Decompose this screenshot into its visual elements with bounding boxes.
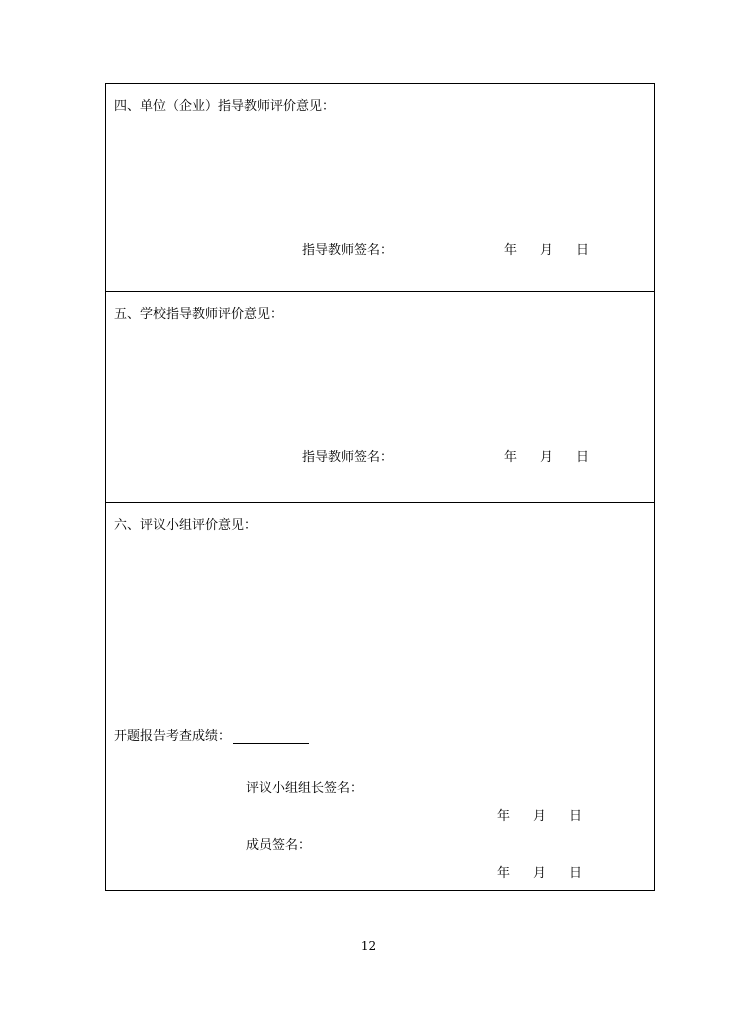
advisor-signature-label: 指导教师签名： bbox=[302, 243, 394, 258]
advisor-signature-label: 指导教师签名： bbox=[302, 450, 394, 465]
date-month-label: 月 bbox=[533, 866, 547, 881]
date-year-label: 年 bbox=[504, 450, 518, 465]
date-month-label: 月 bbox=[533, 809, 547, 824]
section-school-advisor bbox=[106, 292, 654, 503]
evaluation-form-table bbox=[105, 83, 655, 891]
date-year-label: 年 bbox=[497, 866, 511, 881]
section-enterprise-advisor bbox=[106, 84, 654, 292]
date-year-label: 年 bbox=[497, 809, 511, 824]
date-month-label: 月 bbox=[540, 450, 554, 465]
page-number: 12 bbox=[360, 939, 377, 953]
section-heading: 四、单位（企业）指导教师评价意见： bbox=[114, 99, 336, 114]
grade-blank-line[interactable] bbox=[233, 729, 309, 744]
member-signature-label: 成员签名： bbox=[246, 838, 312, 853]
grade-row bbox=[114, 725, 309, 744]
date-day-label: 日 bbox=[576, 450, 590, 465]
leader-signature-label: 评议小组组长签名： bbox=[246, 781, 364, 796]
section-review-panel bbox=[106, 503, 654, 890]
section-heading: 六、评议小组评价意见： bbox=[114, 518, 258, 533]
date-month-label: 月 bbox=[540, 243, 554, 258]
date-day-label: 日 bbox=[569, 866, 583, 881]
section-heading: 五、学校指导教师评价意见： bbox=[114, 307, 284, 322]
grade-label: 开题报告考查成绩： bbox=[114, 729, 232, 744]
date-day-label: 日 bbox=[576, 243, 590, 258]
date-year-label: 年 bbox=[504, 243, 518, 258]
date-day-label: 日 bbox=[569, 809, 583, 824]
